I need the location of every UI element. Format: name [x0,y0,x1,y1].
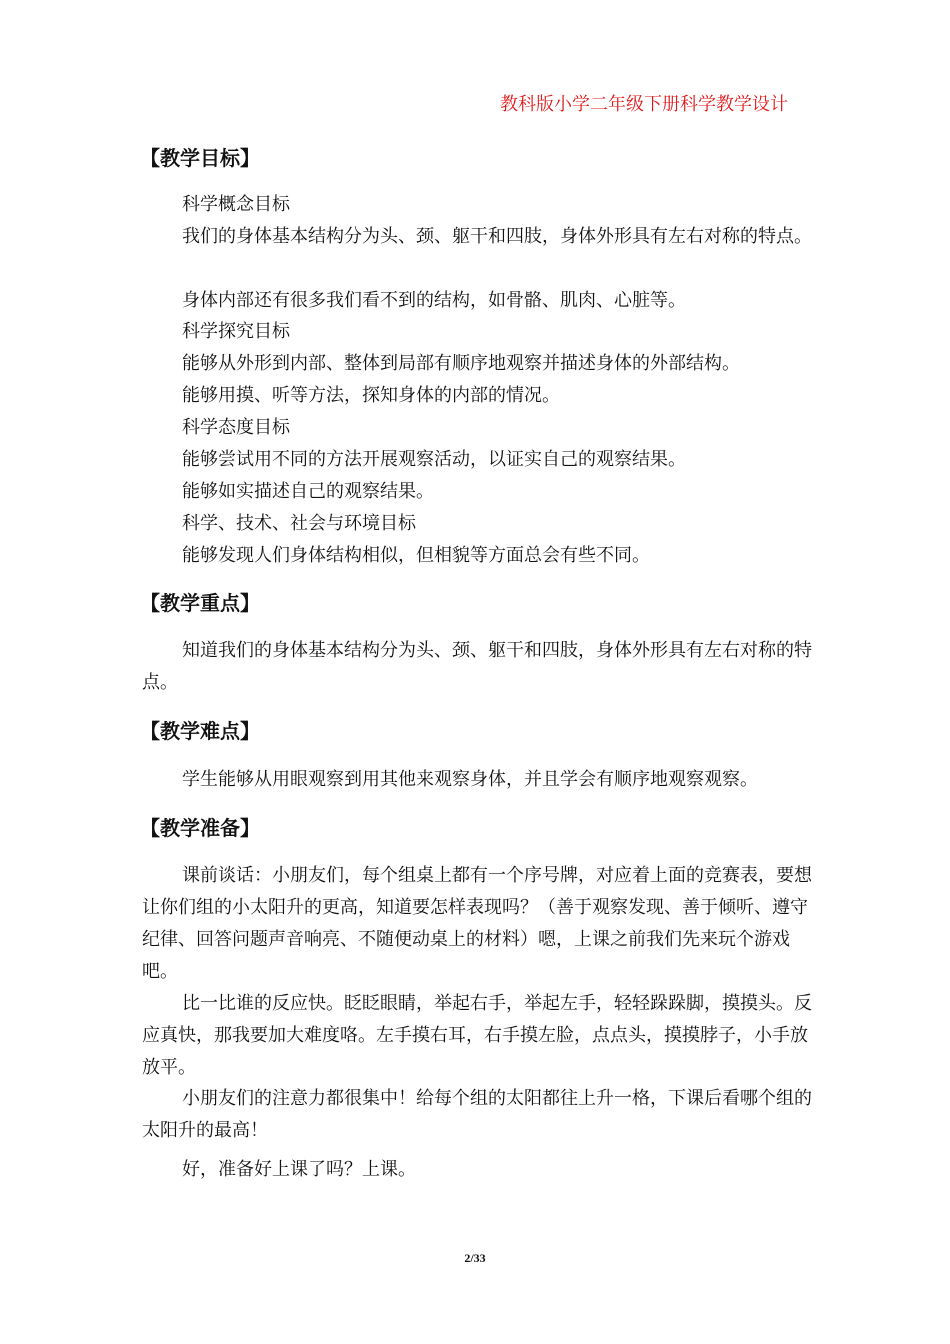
paragraph: 学生能够从用眼观察到用其他来观察身体，并且学会有顺序地观察观察。 [182,769,758,790]
paragraph: 课前谈话：小朋友们，每个组桌上都有一个序号牌，对应着上面的竞赛表，要想让你们组的小太阳升的更高，知道要怎样表现吗？（善于观察发现、善于倾听、遵守纪律、回答问题声音响亮、不随便动桌上的材料）嗯，上课之前我们先来玩个游戏吧。 [142,865,812,982]
paragraph: 能够从外形到内部、整体到局部有顺序地观察并描述身体的外部结构。 [182,353,740,374]
paragraph: 科学、技术、社会与环境目标 [182,513,416,534]
paragraph: 能够尝试用不同的方法开展观察活动，以证实自己的观察结果。 [182,449,686,470]
paragraph: 科学概念目标 [182,194,290,215]
paragraph: 比一比谁的反应快。眨眨眼睛，举起右手，举起左手，轻轻跺跺脚，摸摸头。反应真快，那我要加大难度咯。左手摸右耳，右手摸左脸，点点头，摸摸脖子，小手放放平。 [142,993,812,1078]
section-heading-key-points: 【教学重点】 [140,591,260,615]
paragraph: 身体内部还有很多我们看不到的结构，如骨骼、肌肉、心脏等。 [182,290,686,311]
paragraph: 能够用摸、听等方法，探知身体的内部的情况。 [182,385,560,406]
section-heading-preparation: 【教学准备】 [140,816,260,840]
paragraph: 我们的身体基本结构分为头、颈、躯干和四肢，身体外形具有左右对称的特点。 [182,226,812,247]
paragraph: 能够如实描述自己的观察结果。 [182,481,434,502]
paragraph: 能够发现人们身体结构相似，但相貌等方面总会有些不同。 [182,545,650,566]
section-heading-difficulties: 【教学难点】 [140,719,260,743]
section-heading-objectives: 【教学目标】 [140,146,260,170]
paragraph: 知道我们的身体基本结构分为头、颈、躯干和四肢，身体外形具有左右对称的特点。 [142,640,812,693]
page-number: 2/33 [464,1251,486,1265]
paragraph: 科学探究目标 [182,321,290,342]
paragraph: 小朋友们的注意力都很集中！给每个组的太阳都往上升一格，下课后看哪个组的太阳升的最高！ [142,1088,812,1141]
header-title: 教科版小学二年级下册科学教学设计 [500,94,788,115]
paragraph: 科学态度目标 [182,417,290,438]
paragraph: 好，准备好上课了吗？上课。 [182,1159,416,1180]
